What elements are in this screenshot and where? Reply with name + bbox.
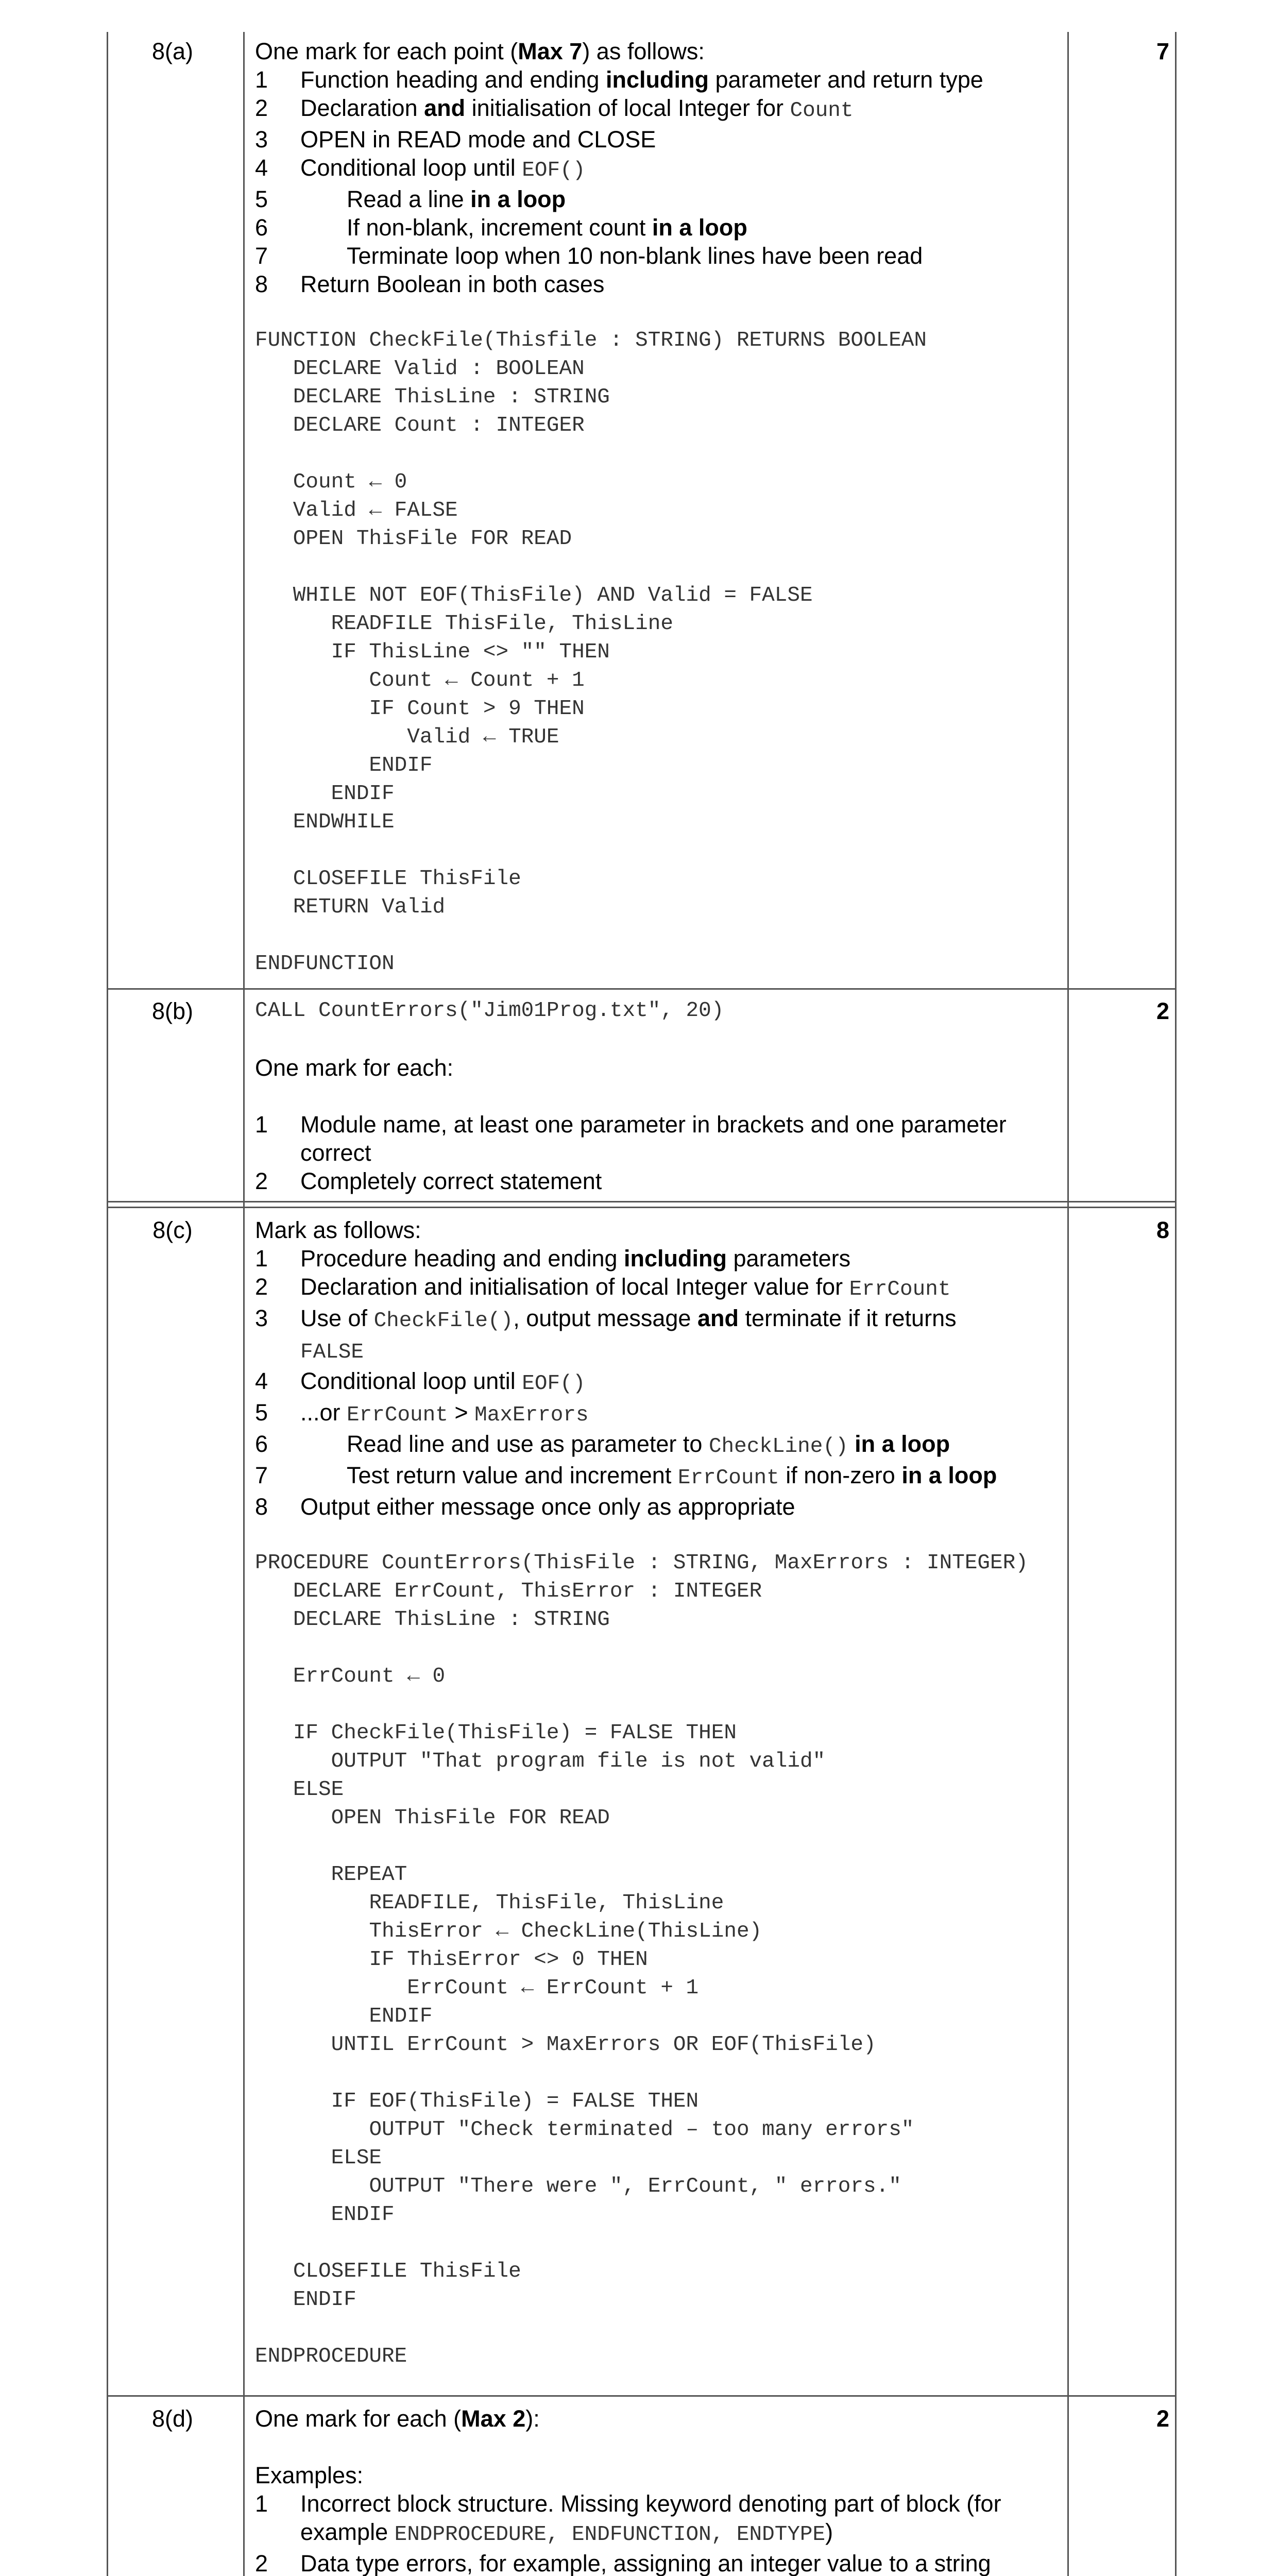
pseudocode-checkfile: FUNCTION CheckFile(Thisfile : STRING) RETURNS BOOLEAN DECLARE Valid : BOOLEAN DECLARE ThisLine : STRING DECLARE Count : INTEGER Count ← 0 Valid ← FALSE OPEN ThisFile FOR READ WHILE NOT EOF(ThisFile) AND Valid = FALSE READFILE ThisFile, ThisLine IF ThisLine <> "" THEN Count ← Count + 1 IF Count > 9 THEN Valid ← TRUE ENDIF ENDIF ENDWHILE CLOSEFILE ThisFile RETURN Valid ENDFUNCTION — [255, 329, 927, 976]
answer-8d — [255, 2404, 1051, 2576]
answer-8c — [255, 1216, 1051, 2371]
answer-8a — [255, 37, 1051, 978]
mark-point: 2 Data type errors, for example, assigning an integer value to a string — [255, 2550, 991, 2576]
question-number-8a: 8(a) — [151, 38, 194, 64]
mark-point: 5 Read a line in a loop — [255, 186, 566, 212]
marks-8a: 7 — [1156, 38, 1169, 64]
examples-label: Examples: — [255, 2462, 364, 2488]
marks-8b: 2 — [1156, 998, 1169, 1024]
mark-point: 5 ...or ErrCount > MaxErrors — [255, 1399, 589, 1427]
mark-scheme-intro: One mark for each point (Max 7) as follows: — [255, 38, 705, 64]
mark-point: 7 Terminate loop when 10 non-blank lines have been read — [255, 243, 923, 269]
mark-point: 1 Module name, at least one parameter in brackets and one parameter correct — [255, 1111, 1007, 1166]
question-number-8c: 8(c) — [152, 1217, 193, 1243]
mark-point: 6 If non-blank, increment count in a loop — [255, 214, 747, 241]
table-right-border — [1175, 32, 1177, 2576]
row-divider-8b-8c-lower — [107, 1207, 1177, 1208]
mark-scheme-intro: One mark for each: — [255, 1055, 454, 1081]
question-number-8d: 8(d) — [151, 2405, 194, 2432]
column-divider-2 — [1067, 32, 1069, 2576]
answer-8b — [255, 997, 1051, 1195]
column-divider-1 — [243, 32, 245, 2576]
mark-point: 1 Procedure heading and ending including parameters — [255, 1245, 851, 1272]
row-divider-8b-8c-upper — [107, 1201, 1177, 1202]
mark-scheme-intro: One mark for each (Max 2): — [255, 2405, 540, 2432]
mark-point: 2 Declaration and initialisation of local Integer for Count — [255, 95, 854, 123]
mark-point: 1 Incorrect block structure. Missing keyword denoting part of block (for example ENDPROCEDURE, ENDFUNCTION, ENDTYPE) — [255, 2490, 1001, 2547]
mark-point: 8 Return Boolean in both cases — [255, 271, 605, 297]
question-number-8b: 8(b) — [151, 998, 194, 1024]
pseudocode-counterrors: PROCEDURE CountErrors(ThisFile : STRING, MaxErrors : INTEGER) DECLARE ErrCount, ThisError : INTEGER DECLARE ThisLine : STRING ErrCount ← 0 IF CheckFile(ThisFile) = FALSE THEN OUTPUT "That program file is not valid" ELSE OPEN ThisFile FOR READ REPEAT READFILE, ThisFile, ThisLine ThisError ← CheckLine(ThisLine) IF ThisError <> 0 THEN ErrCount ← ErrCount + 1 ENDIF UNTIL ErrCount > MaxErrors OR EOF(ThisFile) IF EOF(ThisFile) = FALSE THEN OUTPUT "Check terminated – too many errors" ELSE OUTPUT "There were ", ErrCount, " errors." ENDIF CLOSEFILE ThisFile ENDIF ENDPROCEDURE — [255, 1551, 1028, 2368]
mark-point: 4 Conditional loop until EOF() — [255, 1368, 586, 1396]
mark-point: 1 Function heading and ending including parameter and return type — [255, 66, 983, 93]
mark-point: 3 Use of CheckFile(), output message and terminate if it returns FALSE — [255, 1305, 957, 1364]
mark-point: 2 Completely correct statement — [255, 1168, 602, 1194]
mark-point: 7 Test return value and increment ErrCount if non-zero in a loop — [255, 1462, 997, 1490]
call-statement: CALL CountErrors("Jim01Prog.txt", 20) — [255, 999, 724, 1023]
mark-point: 4 Conditional loop until EOF() — [255, 155, 586, 182]
mark-point: 8 Output either message once only as appropriate — [255, 1494, 795, 1520]
marks-8d: 2 — [1156, 2405, 1169, 2432]
mark-point: 2 Declaration and initialisation of local Integer value for ErrCount — [255, 1274, 951, 1301]
row-divider-8c-8d — [107, 2395, 1177, 2397]
mark-point: 6 Read line and use as parameter to CheckLine() in a loop — [255, 1431, 950, 1459]
mark-point: 3 OPEN in READ mode and CLOSE — [255, 126, 656, 152]
row-divider-8a-8b — [107, 988, 1177, 990]
mark-scheme-intro: Mark as follows: — [255, 1217, 421, 1243]
table-left-border — [107, 32, 108, 2576]
marks-8c: 8 — [1156, 1217, 1169, 1243]
